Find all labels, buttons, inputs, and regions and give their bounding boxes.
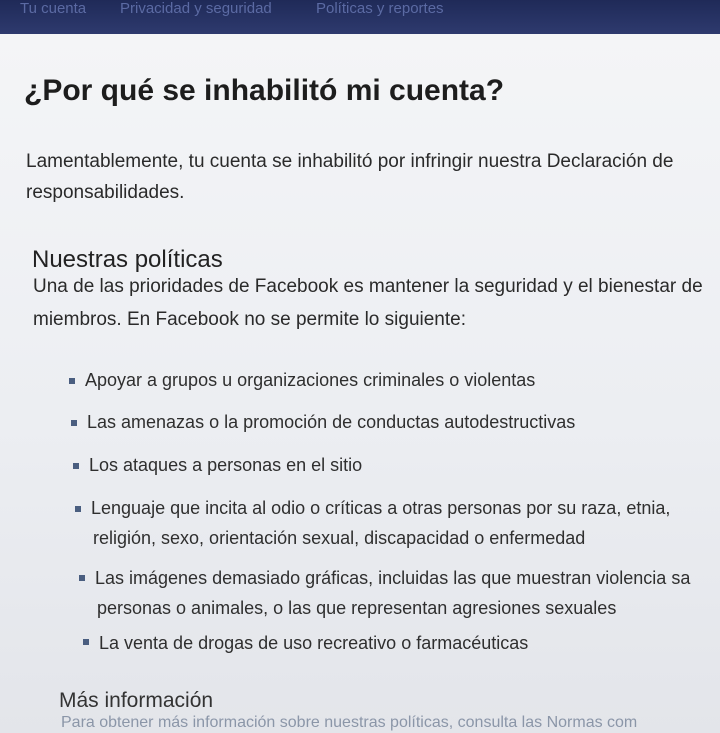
list-item-continuation: religión, sexo, orientación sexual, discapacidad o enfermedad xyxy=(93,528,586,548)
section-heading-more-info: Más información xyxy=(59,689,214,712)
list-item-continuation: personas o animales, o las que representan agresiones sexuales xyxy=(97,598,617,618)
policies-description-line: miembros. En Facebook no se permite lo siguiente: xyxy=(33,309,466,330)
list-item: La venta de drogas de uso recreativo o farmacéuticas xyxy=(99,633,529,653)
nav-link-privacidad[interactable]: Privacidad y seguridad xyxy=(120,0,272,17)
more-info-text: Para obtener más información sobre nuestras políticas, consulta las Normas com xyxy=(61,714,638,731)
bullet-icon xyxy=(79,575,85,581)
page-title: ¿Por qué se inhabilitó mi cuenta? xyxy=(24,74,505,107)
bullet-icon xyxy=(75,506,81,512)
list-item: Los ataques a personas en el sitio xyxy=(89,455,363,475)
bullet-icon xyxy=(83,639,89,645)
list-item: Apoyar a grupos u organizaciones criminales o violentas xyxy=(85,370,536,390)
policies-description-line: Una de las prioridades de Facebook es mantener la seguridad y el bienestar de xyxy=(33,276,703,297)
intro-text-line: responsabilidades. xyxy=(26,182,185,203)
help-article xyxy=(0,34,720,733)
bullet-icon xyxy=(73,463,79,469)
top-navigation-bar xyxy=(0,0,720,34)
nav-link-politicas[interactable]: Políticas y reportes xyxy=(316,0,444,17)
nav-link-tu-cuenta[interactable]: Tu cuenta xyxy=(20,0,87,17)
bullet-icon xyxy=(71,420,77,426)
list-item: Las amenazas o la promoción de conductas autodestructivas xyxy=(87,412,576,432)
list-item: Lenguaje que incita al odio o críticas a otras personas por su raza, etnia, xyxy=(91,498,671,518)
section-heading-policies: Nuestras políticas xyxy=(32,246,223,273)
bullet-icon xyxy=(69,378,75,384)
list-item: Las imágenes demasiado gráficas, incluidas las que muestran violencia sa xyxy=(95,568,691,588)
intro-text-line: Lamentablemente, tu cuenta se inhabilitó por infringir nuestra Declaración de xyxy=(26,151,674,172)
